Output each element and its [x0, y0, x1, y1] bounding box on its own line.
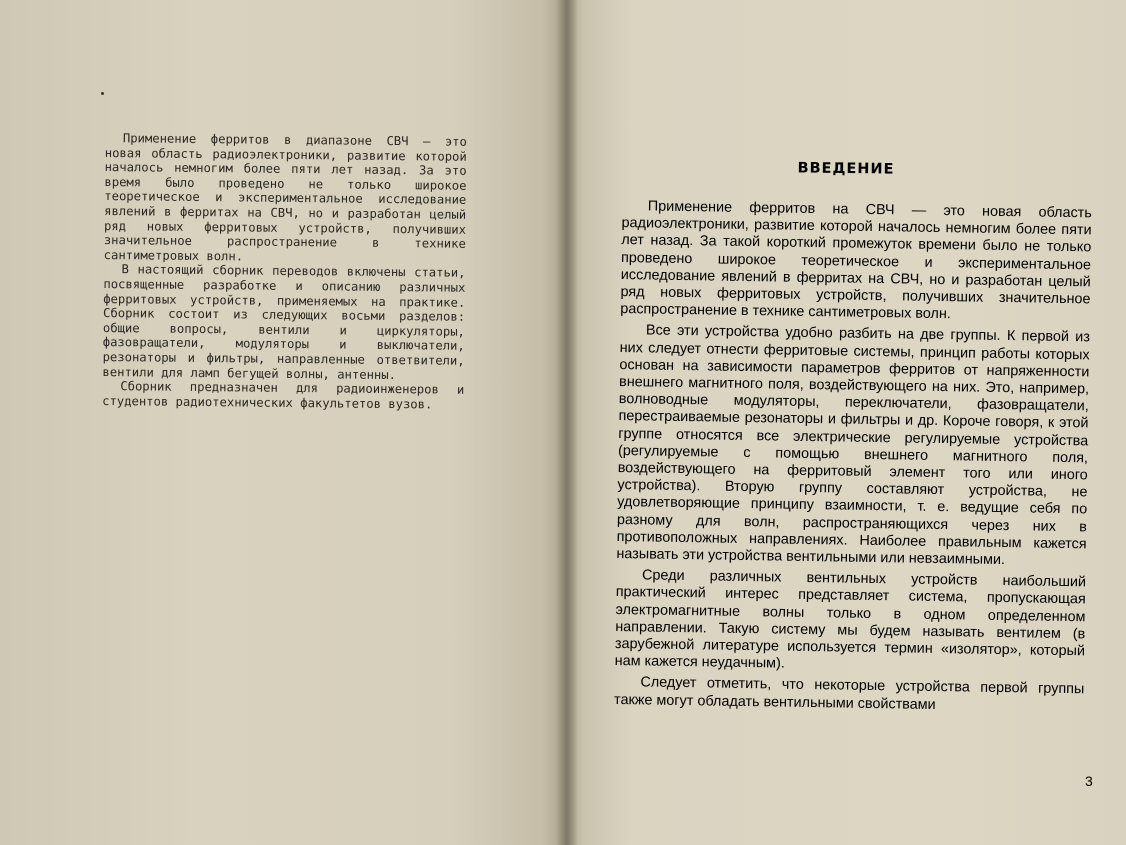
introduction-text — [614, 198, 1092, 720]
page-number: 3 — [1085, 773, 1093, 789]
abstract-paragraph-2: В настоящий сборник переводов включены статьи, посвященные разработке и описанию различных ферритовых устройств, применяемых на практике. Сборник состоит из следующих восьми разделов: общие вопросы, вентили и циркуляторы, фазовращатели, модуляторы и выключатели, резонаторы и фильтры, направленные ответвители, вентили для ламп бегущей волны, антенны. — [102, 262, 466, 382]
intro-paragraph-2: Все эти устройства удобно разбить на две группы. К первой из них следует отнести ферритовые системы, принцип работы которых основан на зависимости параметров ферритов от напряженности внешнего магнитного поля, воздействующего на них. Это, например, волноводные модуляторы, переключатели, фазовращатели, перестраиваемые резонаторы и фильтры и др. Короче говоря, к этой группе относятся все электрические регулируемые устройства (регулируемые с помощью внешнего магнитного поля, воздействующего на ферритовый элемент того или иного устройства). Вторую группу составляют устройства, не удовлетворяющие принципу взаимности, т. е. ведущие себя по разному для волн, распространяющихся через них в противоположных направлениях. Наиболее правильным кажется называть эти устройства вентильными или невзаимными. — [616, 322, 1090, 569]
abstract-paragraph-1: Применение ферритов в диапазоне СВЧ — это новая область радиоэлектроники, развитие которой началось немногим более пяти лет назад. За это время было проведено не только широкое теоретическое и экспериментальное исследование явлений в ферритах на СВЧ, но и разработан целый ряд новых ферритовых устройств, получивших значительное распространение в технике сантиметровых волн. — [103, 131, 467, 264]
book-gutter — [556, 0, 578, 845]
paper-speck — [101, 92, 104, 95]
chapter-title: ВВЕДЕНИЕ — [797, 160, 895, 178]
abstract-paragraph-3: Сборник предназначен для радиоинженеров и студентов радиотехнических факультетов вузов. — [102, 379, 465, 412]
abstract-text — [102, 131, 467, 412]
intro-paragraph-3: Среди различных вентильных устройств наибольший практический интерес представляет система, пропускающая электромагнитные волны только в одном определенном направлении. Такую систему мы будем называть вентилем (в зарубежной литературе используется термин «изолятор», который нам кажется неудачным). — [614, 567, 1087, 672]
intro-paragraph-4: Следует отметить, что некоторые устройства первой группы также могут обладать вентильными свойствами — [613, 674, 1085, 713]
intro-paragraph-1: Применение ферритов на СВЧ — это новая область радиоэлектроники, развитие которой началось немногим более пяти лет назад. За такой короткий промежуток времени было не только проведено широкое теоретическое и экспериментальное исследование явлений в ферритах на СВЧ, но и разработан целый ряд новых ферритовых устройств, получивших значительное распространение в технике сантиметровых волн. — [620, 198, 1092, 323]
